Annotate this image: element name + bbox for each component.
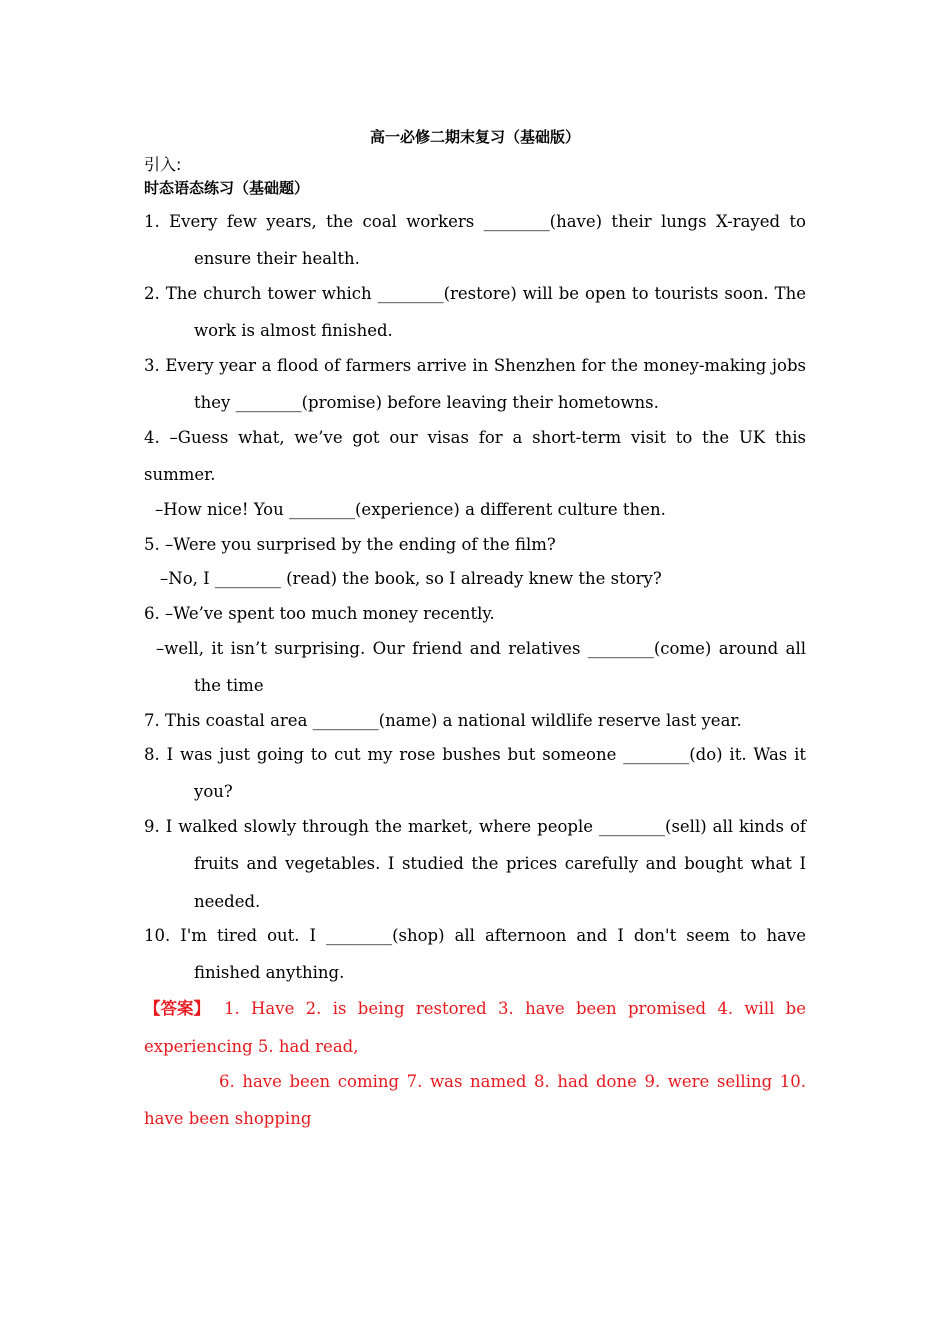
- question-9-line-2: fruits and vegetables. I studied the prices carefully and bought what I: [194, 854, 806, 873]
- question-4-line-3: –How nice! You ________(experience) a different culture then.: [155, 500, 666, 519]
- question-10-line-1: 10. I'm tired out. I ________(shop) all afternoon and I don't seem to have: [144, 926, 806, 945]
- question-6-line-1: 6. –We’ve spent too much money recently.: [144, 604, 495, 623]
- question-9-line-3: needed.: [194, 892, 261, 911]
- answers-line-1: [144, 998, 806, 1020]
- question-7-line-1: 7. This coastal area ________(name) a national wildlife reserve last year.: [144, 711, 742, 730]
- answers-label: 【答案】: [144, 999, 210, 1018]
- question-9-line-1: 9. I walked slowly through the market, where people ________(sell) all kinds of: [144, 817, 806, 836]
- answers-line-2: experiencing 5. had read,: [144, 1037, 359, 1056]
- question-8-line-1: 8. I was just going to cut my rose bushes but someone ________(do) it. Was it: [144, 745, 806, 764]
- question-6-line-2: –well, it isn’t surprising. Our friend and relatives ________(come) around all: [156, 639, 806, 658]
- question-4-line-1: 4. –Guess what, we’ve got our visas for a short-term visit to the UK this: [144, 428, 806, 447]
- question-5-line-1: 5. –Were you surprised by the ending of the film?: [144, 535, 556, 554]
- section-heading: 时态语态练习（基础题）: [144, 179, 310, 197]
- question-2-line-2: work is almost finished.: [194, 321, 393, 340]
- answers-line-4: have been shopping: [144, 1109, 312, 1128]
- answers-text-1: 1. Have 2. is being restored 3. have been promised 4. will be: [224, 999, 806, 1018]
- question-1-line-2: ensure their health.: [194, 249, 360, 268]
- question-3-line-2: they ________(promise) before leaving their hometowns.: [194, 393, 659, 412]
- page-title: 高一必修二期末复习（基础版）: [369, 128, 580, 146]
- question-1-line-1: 1. Every few years, the coal workers ________(have) their lungs X-rayed to: [144, 212, 806, 231]
- question-2-line-1: 2. The church tower which ________(restore) will be open to tourists soon. The: [144, 284, 806, 303]
- question-4-line-2: summer.: [144, 465, 216, 484]
- question-8-line-2: you?: [194, 782, 233, 801]
- intro-label: 引入:: [144, 155, 182, 174]
- answers-line-3: 6. have been coming 7. was named 8. had done 9. were selling 10.: [219, 1072, 806, 1091]
- question-3-line-1: 3. Every year a flood of farmers arrive in Shenzhen for the money-making jobs: [144, 356, 806, 375]
- question-5-line-2: –No, I ________ (read) the book, so I already knew the story?: [160, 569, 662, 588]
- question-6-line-3: the time: [194, 676, 264, 695]
- question-10-line-2: finished anything.: [194, 963, 345, 982]
